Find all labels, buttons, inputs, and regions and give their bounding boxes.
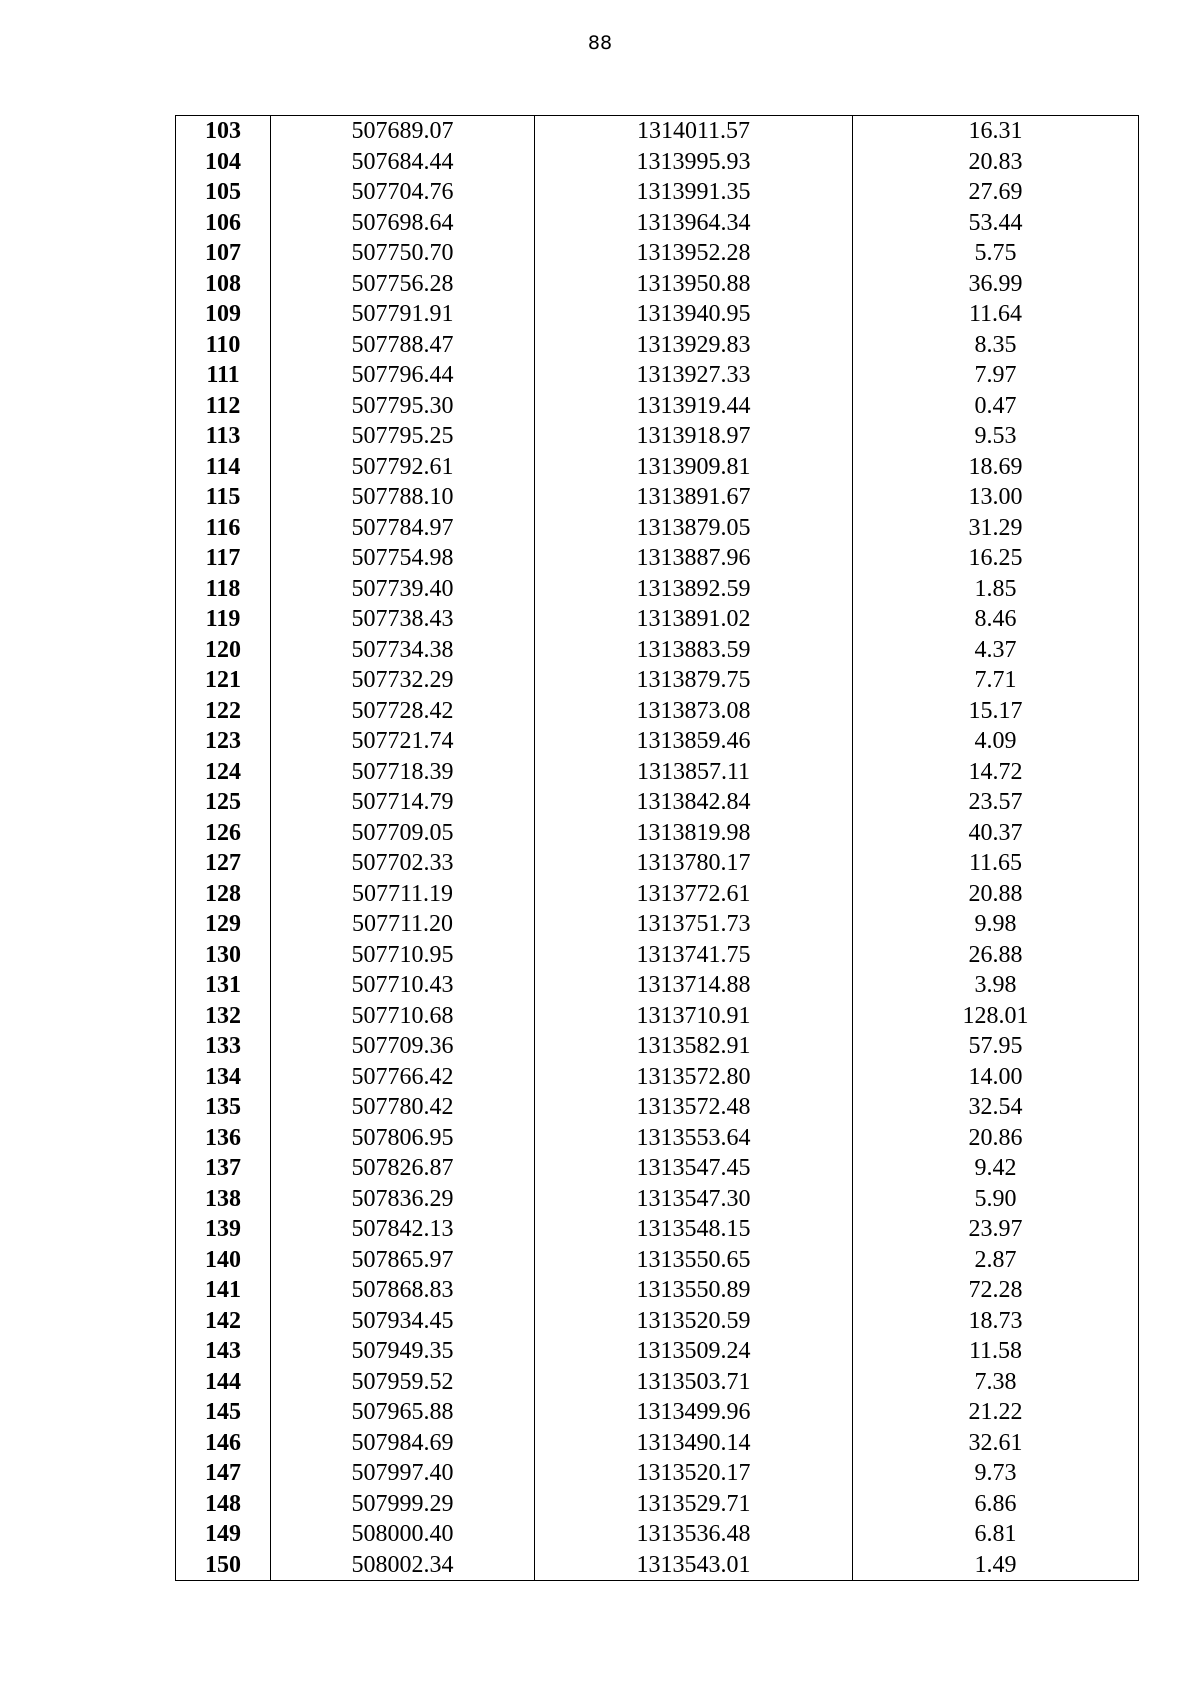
x-coordinate-cell: 507710.95 (271, 940, 535, 971)
distance-cell: 5.90 (853, 1184, 1139, 1215)
table-row (176, 147, 1139, 178)
x-coordinate-cell: 507788.10 (271, 482, 535, 513)
y-coordinate-cell: 1313909.81 (535, 452, 853, 483)
y-coordinate-cell: 1313520.59 (535, 1306, 853, 1337)
distance-cell: 13.00 (853, 482, 1139, 513)
distance-cell: 18.73 (853, 1306, 1139, 1337)
y-coordinate-cell: 1313857.11 (535, 757, 853, 788)
y-coordinate-cell: 1313490.14 (535, 1428, 853, 1459)
point-number-cell: 132 (176, 1001, 271, 1032)
point-number-cell: 111 (176, 360, 271, 391)
point-number-cell: 138 (176, 1184, 271, 1215)
y-coordinate-cell: 1313991.35 (535, 177, 853, 208)
y-coordinate-cell: 1313940.95 (535, 299, 853, 330)
distance-cell: 11.64 (853, 299, 1139, 330)
point-number-cell: 145 (176, 1397, 271, 1428)
distance-cell: 9.98 (853, 909, 1139, 940)
point-number-cell: 124 (176, 757, 271, 788)
distance-cell: 16.31 (853, 116, 1139, 147)
x-coordinate-cell: 507689.07 (271, 116, 535, 147)
distance-cell: 9.73 (853, 1458, 1139, 1489)
x-coordinate-cell: 507710.43 (271, 970, 535, 1001)
x-coordinate-cell: 507999.29 (271, 1489, 535, 1520)
table-row (176, 940, 1139, 971)
x-coordinate-cell: 507865.97 (271, 1245, 535, 1276)
point-number-cell: 106 (176, 208, 271, 239)
point-number-cell: 118 (176, 574, 271, 605)
table-row (176, 696, 1139, 727)
table-row (176, 1397, 1139, 1428)
table-row (176, 665, 1139, 696)
distance-cell: 14.00 (853, 1062, 1139, 1093)
x-coordinate-cell: 507791.91 (271, 299, 535, 330)
table-row (176, 543, 1139, 574)
x-coordinate-cell: 507711.19 (271, 879, 535, 910)
y-coordinate-cell: 1313891.67 (535, 482, 853, 513)
distance-cell: 6.86 (853, 1489, 1139, 1520)
point-number-cell: 146 (176, 1428, 271, 1459)
y-coordinate-cell: 1313780.17 (535, 848, 853, 879)
y-coordinate-cell: 1313952.28 (535, 238, 853, 269)
table-row (176, 1153, 1139, 1184)
table-row (176, 391, 1139, 422)
table-row (176, 1550, 1139, 1581)
x-coordinate-cell: 507721.74 (271, 726, 535, 757)
distance-cell: 18.69 (853, 452, 1139, 483)
y-coordinate-cell: 1313710.91 (535, 1001, 853, 1032)
table-row (176, 1275, 1139, 1306)
distance-cell: 7.71 (853, 665, 1139, 696)
point-number-cell: 105 (176, 177, 271, 208)
table-row (176, 299, 1139, 330)
distance-cell: 23.57 (853, 787, 1139, 818)
distance-cell: 32.54 (853, 1092, 1139, 1123)
x-coordinate-cell: 508000.40 (271, 1519, 535, 1550)
y-coordinate-cell: 1313873.08 (535, 696, 853, 727)
table-row (176, 269, 1139, 300)
table-row (176, 726, 1139, 757)
y-coordinate-cell: 1313964.34 (535, 208, 853, 239)
x-coordinate-cell: 507965.88 (271, 1397, 535, 1428)
y-coordinate-cell: 1313929.83 (535, 330, 853, 361)
table-row (176, 330, 1139, 361)
table-row (176, 116, 1139, 147)
table-row (176, 1184, 1139, 1215)
x-coordinate-cell: 507702.33 (271, 848, 535, 879)
point-number-cell: 120 (176, 635, 271, 666)
distance-cell: 14.72 (853, 757, 1139, 788)
table-row (176, 1489, 1139, 1520)
x-coordinate-cell: 507949.35 (271, 1336, 535, 1367)
distance-cell: 11.65 (853, 848, 1139, 879)
y-coordinate-cell: 1313995.93 (535, 147, 853, 178)
point-number-cell: 109 (176, 299, 271, 330)
distance-cell: 3.98 (853, 970, 1139, 1001)
x-coordinate-cell: 507756.28 (271, 269, 535, 300)
y-coordinate-cell: 1313950.88 (535, 269, 853, 300)
table-row (176, 1001, 1139, 1032)
y-coordinate-cell: 1313547.30 (535, 1184, 853, 1215)
table-row (176, 787, 1139, 818)
point-number-cell: 134 (176, 1062, 271, 1093)
point-number-cell: 135 (176, 1092, 271, 1123)
y-coordinate-cell: 1313529.71 (535, 1489, 853, 1520)
table-row (176, 909, 1139, 940)
x-coordinate-cell: 507711.20 (271, 909, 535, 940)
point-number-cell: 127 (176, 848, 271, 879)
y-coordinate-cell: 1313859.46 (535, 726, 853, 757)
point-number-cell: 125 (176, 787, 271, 818)
distance-cell: 1.49 (853, 1550, 1139, 1581)
point-number-cell: 112 (176, 391, 271, 422)
y-coordinate-cell: 1313548.15 (535, 1214, 853, 1245)
point-number-cell: 128 (176, 879, 271, 910)
distance-cell: 8.46 (853, 604, 1139, 635)
table-row (176, 1336, 1139, 1367)
table-row (176, 574, 1139, 605)
y-coordinate-cell: 1313714.88 (535, 970, 853, 1001)
distance-cell: 32.61 (853, 1428, 1139, 1459)
distance-cell: 40.37 (853, 818, 1139, 849)
point-number-cell: 150 (176, 1550, 271, 1581)
distance-cell: 7.97 (853, 360, 1139, 391)
point-number-cell: 126 (176, 818, 271, 849)
point-number-cell: 140 (176, 1245, 271, 1276)
table-row (176, 177, 1139, 208)
x-coordinate-cell: 507792.61 (271, 452, 535, 483)
x-coordinate-cell: 507826.87 (271, 1153, 535, 1184)
distance-cell: 2.87 (853, 1245, 1139, 1276)
x-coordinate-cell: 507754.98 (271, 543, 535, 574)
table-row (176, 482, 1139, 513)
y-coordinate-cell: 1313892.59 (535, 574, 853, 605)
y-coordinate-cell: 1313499.96 (535, 1397, 853, 1428)
point-number-cell: 123 (176, 726, 271, 757)
table-row (176, 1306, 1139, 1337)
x-coordinate-cell: 507784.97 (271, 513, 535, 544)
table-row (176, 818, 1139, 849)
distance-cell: 6.81 (853, 1519, 1139, 1550)
table-row (176, 757, 1139, 788)
x-coordinate-cell: 507684.44 (271, 147, 535, 178)
table-row (176, 879, 1139, 910)
x-coordinate-cell: 507766.42 (271, 1062, 535, 1093)
page-number: 88 (587, 32, 613, 54)
table-row (176, 1245, 1139, 1276)
y-coordinate-cell: 1313741.75 (535, 940, 853, 971)
table-row (176, 452, 1139, 483)
coordinates-table-body (176, 116, 1139, 1581)
point-number-cell: 148 (176, 1489, 271, 1520)
y-coordinate-cell: 1313550.65 (535, 1245, 853, 1276)
x-coordinate-cell: 507868.83 (271, 1275, 535, 1306)
x-coordinate-cell: 507788.47 (271, 330, 535, 361)
x-coordinate-cell: 507739.40 (271, 574, 535, 605)
x-coordinate-cell: 507728.42 (271, 696, 535, 727)
point-number-cell: 137 (176, 1153, 271, 1184)
x-coordinate-cell: 507796.44 (271, 360, 535, 391)
distance-cell: 4.09 (853, 726, 1139, 757)
x-coordinate-cell: 507795.30 (271, 391, 535, 422)
distance-cell: 8.35 (853, 330, 1139, 361)
table-row (176, 1367, 1139, 1398)
distance-cell: 53.44 (853, 208, 1139, 239)
x-coordinate-cell: 507997.40 (271, 1458, 535, 1489)
distance-cell: 27.69 (853, 177, 1139, 208)
x-coordinate-cell: 507704.76 (271, 177, 535, 208)
table-row (176, 513, 1139, 544)
x-coordinate-cell: 508002.34 (271, 1550, 535, 1581)
distance-cell: 31.29 (853, 513, 1139, 544)
x-coordinate-cell: 507718.39 (271, 757, 535, 788)
point-number-cell: 107 (176, 238, 271, 269)
x-coordinate-cell: 507709.05 (271, 818, 535, 849)
y-coordinate-cell: 1313536.48 (535, 1519, 853, 1550)
y-coordinate-cell: 1314011.57 (535, 116, 853, 147)
distance-cell: 57.95 (853, 1031, 1139, 1062)
point-number-cell: 139 (176, 1214, 271, 1245)
table-row (176, 238, 1139, 269)
distance-cell: 36.99 (853, 269, 1139, 300)
table-row (176, 1458, 1139, 1489)
x-coordinate-cell: 507806.95 (271, 1123, 535, 1154)
x-coordinate-cell: 507959.52 (271, 1367, 535, 1398)
point-number-cell: 142 (176, 1306, 271, 1337)
point-number-cell: 117 (176, 543, 271, 574)
y-coordinate-cell: 1313918.97 (535, 421, 853, 452)
point-number-cell: 122 (176, 696, 271, 727)
x-coordinate-cell: 507836.29 (271, 1184, 535, 1215)
y-coordinate-cell: 1313772.61 (535, 879, 853, 910)
point-number-cell: 103 (176, 116, 271, 147)
table-row (176, 635, 1139, 666)
x-coordinate-cell: 507709.36 (271, 1031, 535, 1062)
table-row (176, 1092, 1139, 1123)
y-coordinate-cell: 1313879.75 (535, 665, 853, 696)
y-coordinate-cell: 1313582.91 (535, 1031, 853, 1062)
table-row (176, 970, 1139, 1001)
table-row (176, 208, 1139, 239)
x-coordinate-cell: 507698.64 (271, 208, 535, 239)
y-coordinate-cell: 1313572.80 (535, 1062, 853, 1093)
y-coordinate-cell: 1313883.59 (535, 635, 853, 666)
point-number-cell: 144 (176, 1367, 271, 1398)
y-coordinate-cell: 1313879.05 (535, 513, 853, 544)
y-coordinate-cell: 1313503.71 (535, 1367, 853, 1398)
distance-cell: 1.85 (853, 574, 1139, 605)
table-row (176, 1519, 1139, 1550)
distance-cell: 72.28 (853, 1275, 1139, 1306)
point-number-cell: 131 (176, 970, 271, 1001)
y-coordinate-cell: 1313520.17 (535, 1458, 853, 1489)
y-coordinate-cell: 1313927.33 (535, 360, 853, 391)
x-coordinate-cell: 507780.42 (271, 1092, 535, 1123)
y-coordinate-cell: 1313919.44 (535, 391, 853, 422)
y-coordinate-cell: 1313509.24 (535, 1336, 853, 1367)
distance-cell: 20.88 (853, 879, 1139, 910)
distance-cell: 23.97 (853, 1214, 1139, 1245)
x-coordinate-cell: 507750.70 (271, 238, 535, 269)
distance-cell: 16.25 (853, 543, 1139, 574)
point-number-cell: 129 (176, 909, 271, 940)
point-number-cell: 143 (176, 1336, 271, 1367)
y-coordinate-cell: 1313887.96 (535, 543, 853, 574)
x-coordinate-cell: 507984.69 (271, 1428, 535, 1459)
table-row (176, 604, 1139, 635)
table-row (176, 848, 1139, 879)
point-number-cell: 114 (176, 452, 271, 483)
point-number-cell: 149 (176, 1519, 271, 1550)
y-coordinate-cell: 1313547.45 (535, 1153, 853, 1184)
point-number-cell: 108 (176, 269, 271, 300)
table-row (176, 1031, 1139, 1062)
y-coordinate-cell: 1313819.98 (535, 818, 853, 849)
distance-cell: 11.58 (853, 1336, 1139, 1367)
coordinates-table (175, 115, 1139, 1581)
distance-cell: 26.88 (853, 940, 1139, 971)
point-number-cell: 130 (176, 940, 271, 971)
distance-cell: 15.17 (853, 696, 1139, 727)
x-coordinate-cell: 507842.13 (271, 1214, 535, 1245)
table-row (176, 360, 1139, 391)
y-coordinate-cell: 1313553.64 (535, 1123, 853, 1154)
distance-cell: 9.53 (853, 421, 1139, 452)
y-coordinate-cell: 1313543.01 (535, 1550, 853, 1581)
x-coordinate-cell: 507738.43 (271, 604, 535, 635)
table-row (176, 1062, 1139, 1093)
distance-cell: 4.37 (853, 635, 1139, 666)
x-coordinate-cell: 507734.38 (271, 635, 535, 666)
point-number-cell: 147 (176, 1458, 271, 1489)
point-number-cell: 113 (176, 421, 271, 452)
distance-cell: 20.86 (853, 1123, 1139, 1154)
y-coordinate-cell: 1313550.89 (535, 1275, 853, 1306)
table-row (176, 421, 1139, 452)
distance-cell: 0.47 (853, 391, 1139, 422)
y-coordinate-cell: 1313842.84 (535, 787, 853, 818)
distance-cell: 20.83 (853, 147, 1139, 178)
point-number-cell: 110 (176, 330, 271, 361)
table-row (176, 1428, 1139, 1459)
table-row (176, 1214, 1139, 1245)
point-number-cell: 141 (176, 1275, 271, 1306)
x-coordinate-cell: 507934.45 (271, 1306, 535, 1337)
table-row (176, 1123, 1139, 1154)
point-number-cell: 104 (176, 147, 271, 178)
point-number-cell: 136 (176, 1123, 271, 1154)
x-coordinate-cell: 507732.29 (271, 665, 535, 696)
y-coordinate-cell: 1313572.48 (535, 1092, 853, 1123)
distance-cell: 7.38 (853, 1367, 1139, 1398)
distance-cell: 21.22 (853, 1397, 1139, 1428)
distance-cell: 5.75 (853, 238, 1139, 269)
x-coordinate-cell: 507710.68 (271, 1001, 535, 1032)
distance-cell: 128.01 (853, 1001, 1139, 1032)
point-number-cell: 116 (176, 513, 271, 544)
x-coordinate-cell: 507714.79 (271, 787, 535, 818)
point-number-cell: 119 (176, 604, 271, 635)
x-coordinate-cell: 507795.25 (271, 421, 535, 452)
point-number-cell: 115 (176, 482, 271, 513)
point-number-cell: 133 (176, 1031, 271, 1062)
point-number-cell: 121 (176, 665, 271, 696)
y-coordinate-cell: 1313891.02 (535, 604, 853, 635)
distance-cell: 9.42 (853, 1153, 1139, 1184)
y-coordinate-cell: 1313751.73 (535, 909, 853, 940)
